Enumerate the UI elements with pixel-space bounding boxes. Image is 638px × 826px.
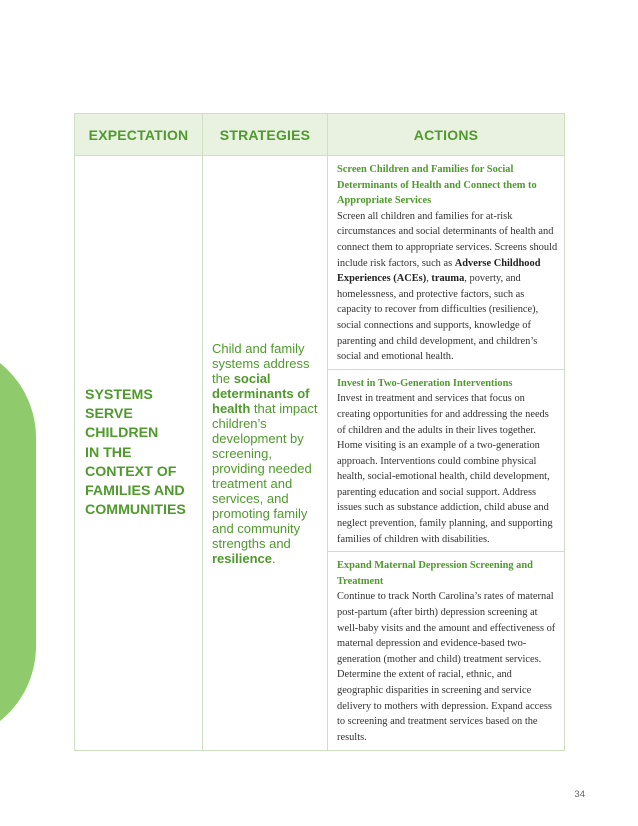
strategy-text: Child and family systems address the [212,340,310,386]
action-keyword-aces: Adverse Childhood Experiences (ACEs) [337,257,541,285]
actions-cell [328,156,565,751]
expectation-line: CONTEXT OF [85,463,177,480]
expectation-line: SERVE [85,406,133,423]
action-body: Invest in treatment and services that focus on creating opportunities for and addressing the needs of children and the adults in their lives together. Home visiting is an example of a two-generation approach. Interventions could combine physical health, social-emotional health, child development, parenting education and social support. Address issues such as substance addiction, child abuse and neglect prevention, family planning, and supporting families of children with disabilities. [337,393,553,545]
expectations-table [74,113,565,751]
strategy-text-end: . [272,550,276,566]
action-body: Continue to track North Carolina’s rates of maternal post-partum (after birth) depression screening at well-baby visits and the amount and effectiveness of maternal depression and evidence-based two-generation (mother and child) treatment services. Determine the extent of racial, ethnic, and geographic disparities in screening and service delivery to mothers with depression. Expand access to screening and treatment services based on the results. [337,591,556,743]
action-text: Screen all children and families for at-risk circumstances and social determinants of health and connect them to appropriate services. Screens should include risk factors, such as [337,210,558,269]
page-number: 34 [574,789,585,800]
expectation-line: CHILDREN [85,425,159,442]
header-strategies: STRATEGIES [203,114,328,156]
header-actions: ACTIONS [328,114,565,156]
strategy-keyword-social-determinants: social determinants of health [212,370,310,416]
action-block [328,552,564,750]
strategy-keyword-resilience: resilience [212,550,272,566]
action-text: , [426,273,432,285]
expectation-line: FAMILIES AND [85,482,185,499]
action-title: Screen Children and Families for Social Determinants of Health and Connect them to Appropriate Services [337,164,537,207]
expectation-line: IN THE [85,444,132,461]
expectation-line: SYSTEMS [85,386,153,403]
action-title: Invest in Two-Generation Interventions [337,377,513,389]
action-keyword-trauma: trauma [431,273,465,285]
decorative-side-tab [0,342,36,742]
action-block [328,370,564,553]
expectation-cell [75,156,203,751]
action-body [337,209,558,365]
table-header-row [75,114,565,156]
action-text: , poverty, and homelessness, and protective factors, such as capacity to recover from difficulties (resilience), social connections and supports, knowledge of parenting and child development, and children’s social and emotional health. [337,273,539,363]
action-block [328,156,564,370]
strategy-cell [203,156,328,751]
table-row [75,156,565,751]
header-expectation: EXPECTATION [75,114,203,156]
expectation-line: COMMUNITIES [85,502,186,519]
action-title: Expand Maternal Depression Screening and Treatment [337,560,533,587]
strategy-text: that impact children’s development by screening, providing needed treatment and services, and promoting family and community strengths and [212,400,318,551]
